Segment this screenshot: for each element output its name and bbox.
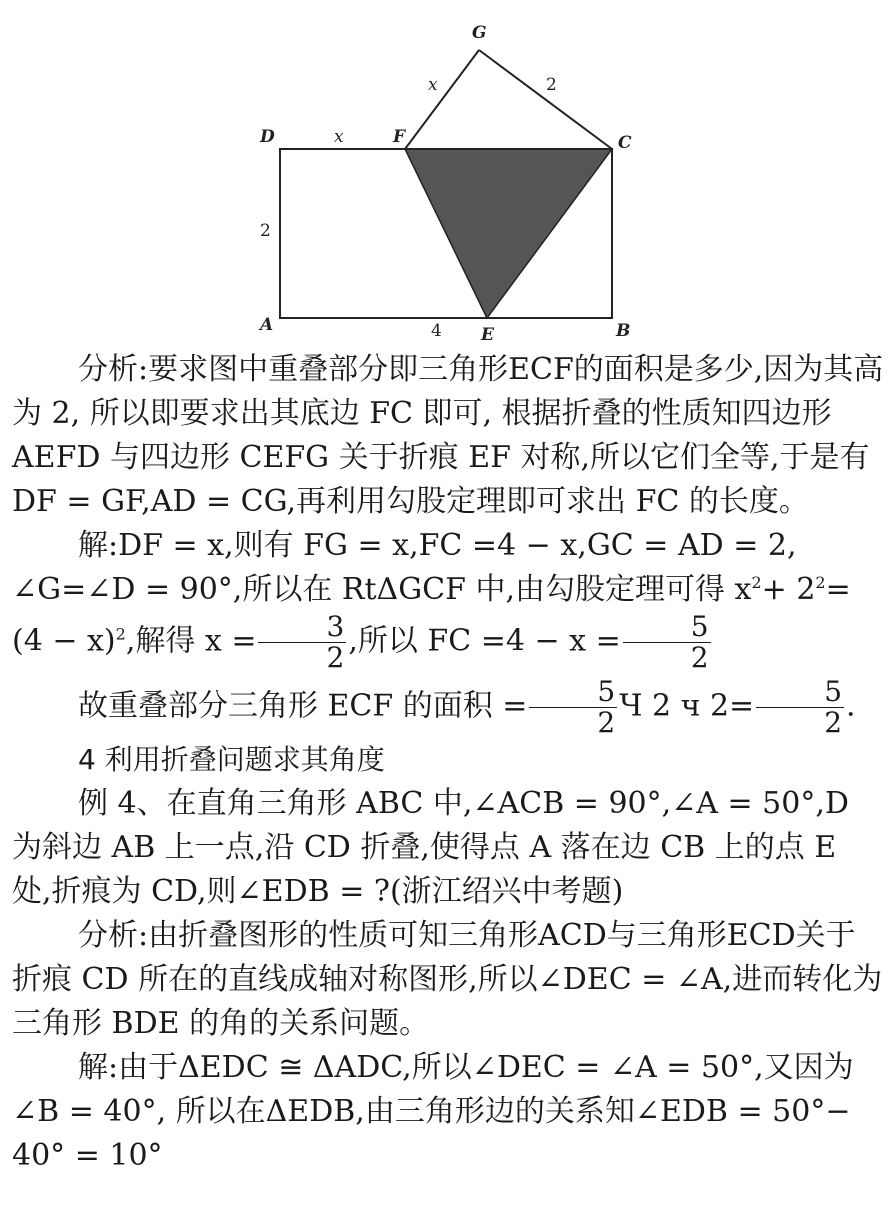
area-end: . xyxy=(846,688,856,724)
solution-1-mid: ,所以 FC =4 − x = xyxy=(348,623,621,659)
point-label-d: D xyxy=(260,127,275,147)
solution-paragraph-2: 解:由于ΔEDC ≅ ΔADC,所以∠DEC = ∠A = 50°,又因为∠B = 40°, 所以在ΔEDB,由三角形边的关系知∠EDB = 50°− 40° = 10° xyxy=(12,1050,854,1173)
fraction-five-halves xyxy=(756,677,844,738)
length-label-gc: 2 xyxy=(546,75,557,95)
fraction-three-halves xyxy=(258,612,346,673)
area-mid: Ч 2 ч 2= xyxy=(619,688,755,724)
point-label-g: G xyxy=(472,23,487,43)
fraction-numerator: 5 xyxy=(756,677,844,708)
fraction-denominator: 2 xyxy=(824,706,843,739)
solution-1-plus: + 2 xyxy=(761,572,816,607)
solution-paragraph-1 xyxy=(12,524,884,673)
fraction-five-halves xyxy=(623,612,711,673)
fraction-numerator: 5 xyxy=(623,612,711,643)
segment-fg xyxy=(405,50,479,149)
fraction-denominator: 2 xyxy=(326,641,345,674)
area-prefix: 故重叠部分三角形 ECF 的面积 = xyxy=(78,688,528,724)
analysis-paragraph-1: 分析:要求图中重叠部分即三角形ECF的面积是多少,因为其高为 2, 所以即要求出其底边 FC 即可, 根据折叠的性质知四边形 AEFD 与四边形 CEFG 关于折痕 EF 对称,所以它们全等,于是有 DF = GF,AD = CG,再利用勾股定理即可求出 FC 的长度。 xyxy=(12,352,884,519)
shaded-triangle-ecf xyxy=(405,149,612,318)
solution-1-solve: ,解得 x = xyxy=(125,623,257,659)
solution-1-eq: = (4 − x) xyxy=(12,572,851,659)
section-heading: 4 利用折叠问题求其角度 xyxy=(78,743,385,776)
fraction-denominator: 2 xyxy=(597,706,616,739)
example-paragraph: 例 4、在直角三角形 ABC 中,∠ACB = 90°,∠A = 50°,D 为斜边 AB 上一点,沿 CD 折叠,使得点 A 落在边 CB 上的点 E 处,折痕为 CD,则∠EDB = ?(浙江绍兴中考题) xyxy=(12,786,849,909)
fraction-denominator: 2 xyxy=(690,641,709,674)
point-label-c: C xyxy=(618,133,632,153)
superscript: 2 xyxy=(815,573,826,592)
length-label-ad: 2 xyxy=(260,221,271,241)
fraction-numerator: 3 xyxy=(258,612,346,643)
length-label-gf: x xyxy=(428,75,438,95)
point-label-a: A xyxy=(260,315,274,335)
length-label-ae: 4 xyxy=(431,321,442,341)
point-label-e: E xyxy=(481,325,494,345)
superscript: 2 xyxy=(751,573,762,592)
point-label-f: F xyxy=(393,127,406,147)
solution-1-text: 解:DF = x,则有 FG = x,FC =4 − x,GC = AD = 2, ∠G=∠D = 90°,所以在 RtΔGCF 中,由勾股定理可得 x xyxy=(12,528,797,607)
area-paragraph xyxy=(12,677,884,738)
length-label-df: x xyxy=(334,127,344,147)
geometry-figure xyxy=(250,18,650,348)
fraction-five-halves xyxy=(529,677,617,738)
analysis-paragraph-2: 分析:由折叠图形的性质可知三角形ACD与三角形ECD关于折痕 CD 所在的直线成轴对称图形,所以∠DEC = ∠A,进而转化为三角形 BDE 的角的关系问题。 xyxy=(12,918,883,1041)
fraction-numerator: 5 xyxy=(529,677,617,708)
point-label-b: B xyxy=(616,321,631,341)
superscript: 2 xyxy=(115,624,126,644)
segment-gc xyxy=(479,50,612,149)
